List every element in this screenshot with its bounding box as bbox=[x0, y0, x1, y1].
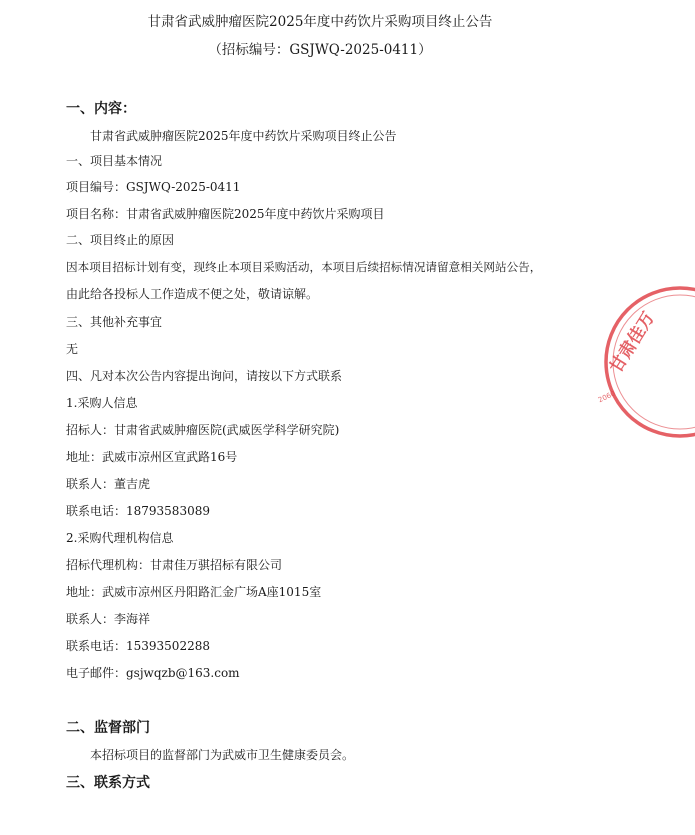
project-name: 项目名称：甘肃省武威肿瘤医院2025年度中药饮片采购项目 bbox=[66, 207, 385, 221]
termination-reason-line1: 因本项目招标计划有变，现终止本项目采购活动，本项目后续招标情况请留意相关网站公告， bbox=[66, 260, 542, 274]
agency-info-heading: 2.采购代理机构信息 bbox=[66, 531, 174, 545]
termination-reason-heading: 二、项目终止的原因 bbox=[66, 233, 175, 247]
company-seal-stamp bbox=[585, 282, 695, 442]
section-content-heading: 一、内容： bbox=[66, 101, 136, 117]
seal-text: 甘肃佳万 bbox=[606, 308, 660, 377]
supervision-heading: 二、监督部门 bbox=[66, 720, 150, 736]
other-matters-value: 无 bbox=[66, 342, 79, 356]
termination-reason-line2: 由此给各投标人工作造成不便之处，敬请谅解。 bbox=[66, 287, 319, 301]
purchaser-name: 招标人：甘肃省武威肿瘤医院(武威医学科学研究院) bbox=[66, 423, 340, 437]
project-number: 项目编号：GSJWQ-2025-0411 bbox=[66, 180, 241, 194]
contact-heading: 四、凡对本次公告内容提出询问，请按以下方式联系 bbox=[66, 369, 343, 383]
agency-contact: 联系人：李海祥 bbox=[66, 612, 151, 626]
agency-email[interactable]: 电子邮件：gsjwqzb@163.com bbox=[66, 666, 240, 680]
tender-number: （招标编号：GSJWQ-2025-0411） bbox=[208, 42, 432, 58]
agency-phone: 联系电话：15393502288 bbox=[66, 639, 210, 653]
agency-address: 地址：武威市凉州区丹阳路汇金广场A座1015室 bbox=[66, 585, 322, 599]
basic-info-heading: 一、项目基本情况 bbox=[66, 154, 163, 168]
notice-title: 甘肃省武威肿瘤医院2025年度中药饮片采购项目终止公告 bbox=[147, 14, 493, 30]
agency-name: 招标代理机构：甘肃佳万骐招标有限公司 bbox=[66, 558, 283, 572]
purchaser-address: 地址：武威市凉州区宣武路16号 bbox=[66, 450, 238, 464]
purchaser-info-heading: 1.采购人信息 bbox=[66, 396, 138, 410]
supervision-text: 本招标项目的监督部门为武威市卫生健康委员会。 bbox=[90, 748, 355, 762]
purchaser-phone: 联系电话：18793583089 bbox=[66, 504, 210, 518]
seal-digits: 2060 bbox=[597, 389, 617, 405]
intro-line: 甘肃省武威肿瘤医院2025年度中药饮片采购项目终止公告 bbox=[90, 129, 397, 143]
other-matters-heading: 三、其他补充事宜 bbox=[66, 315, 163, 329]
purchaser-contact: 联系人：董吉虎 bbox=[66, 477, 151, 491]
contact-method-heading: 三、联系方式 bbox=[66, 775, 150, 791]
